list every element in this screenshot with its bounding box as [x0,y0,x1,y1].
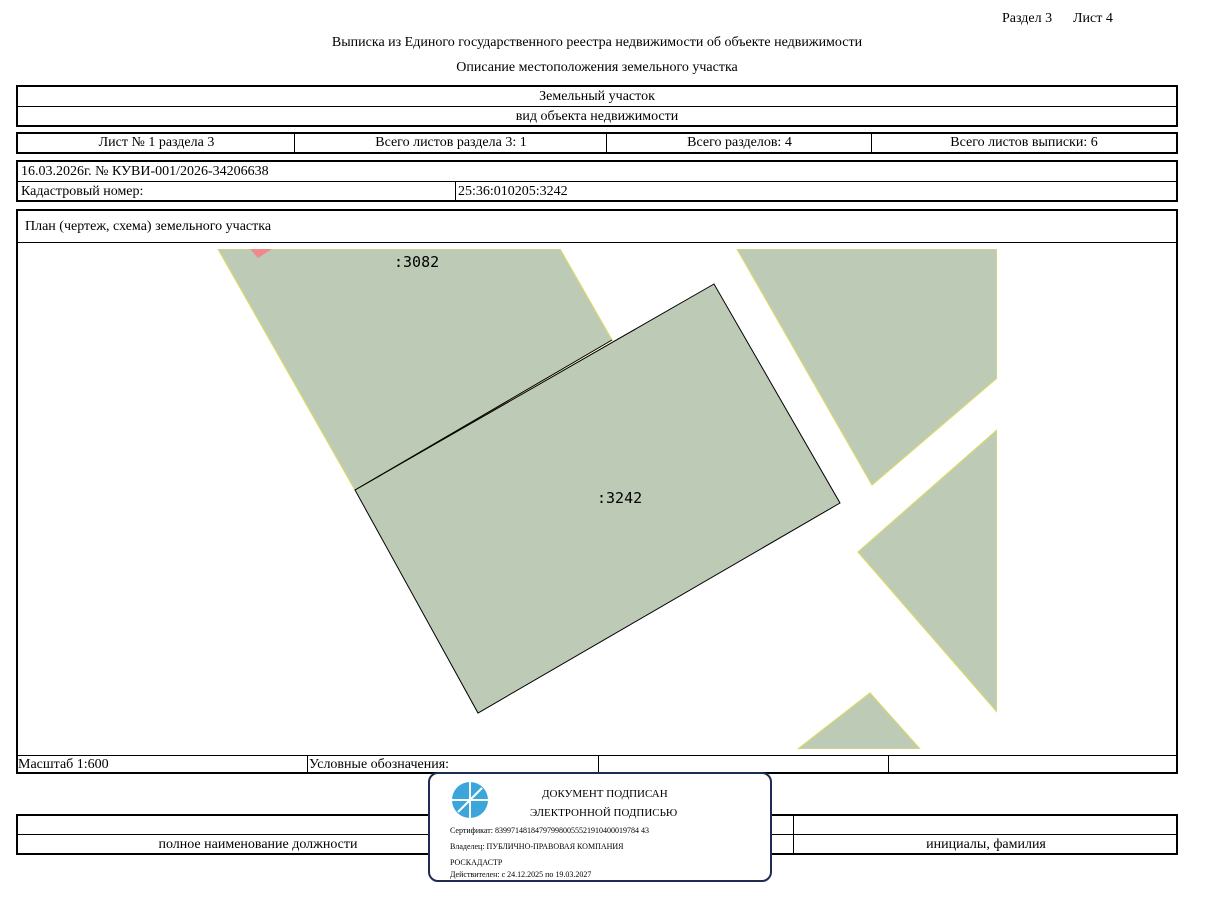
sheet-number: Лист 4 [1073,11,1113,26]
plan-title: План (чертеж, схема) земельного участка [25,219,272,234]
stamp-certificate: Сертификат: 839971481847979980055521910400019784 43 [450,826,649,835]
cadastral-number: 25:36:010205:3242 [458,183,568,199]
parcel-bottom [798,693,920,749]
position-caption: полное наименование должности [158,836,358,852]
section-number: Раздел 3 [1002,11,1053,26]
document-subtitle: Описание местоположения земельного участка [456,60,738,75]
e-signature-stamp [428,772,772,882]
stamp-owner-2: РОСКАДАСТР [450,858,503,867]
total-section-sheets: Всего листов раздела 3: 1 [375,135,527,150]
document-title: Выписка из Единого государственного реестра недвижимости об объекте недвижимости [331,35,863,50]
object-type-caption: вид объекта недвижимости [515,108,679,124]
stamp-line-2: ЭЛЕКТРОННОЙ ПОДПИСЬЮ [530,807,678,819]
stamp-valid: Действителен: с 24.12.2025 по 19.03.2027 [450,870,592,879]
signature-logo-icon [450,780,490,820]
sheet-of-section: Лист № 1 раздела 3 [98,135,215,150]
extract-date-number: 16.03.2026г. № КУВИ-001/2026-34206638 [21,164,269,179]
object-type: Земельный участок [539,89,655,104]
stamp-line-1: ДОКУМЕНТ ПОДПИСАН [542,788,668,800]
legend-label: Условные обозначения: [309,756,450,772]
parcel-label-3082: :3082 [394,253,440,271]
cadastral-label: Кадастровый номер: [21,183,144,199]
total-extract-sheets: Всего листов выписки: 6 [950,135,1098,150]
parcel-label-3242: :3242 [597,489,643,507]
initials-caption: инициалы, фамилия [926,836,1046,852]
stamp-owner: Владелец: ПУБЛИЧНО-ПРАВОВАЯ КОМПАНИЯ [450,842,624,851]
scale-label: Масштаб 1:600 [18,756,109,772]
total-sections: Всего разделов: 4 [687,135,792,150]
